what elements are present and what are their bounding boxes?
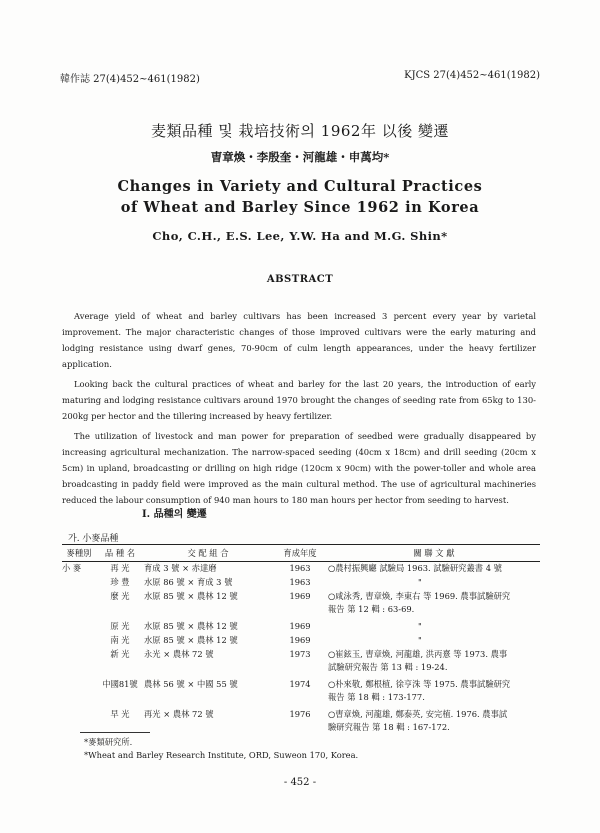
table-body xyxy=(62,562,540,734)
cell-variety-name: 珍 豊 xyxy=(110,577,130,587)
header-year: 育成年度 xyxy=(283,548,317,558)
cell-crop-type xyxy=(62,634,96,648)
header-variety-name: 品 種 名 xyxy=(104,548,136,558)
cell-references xyxy=(328,562,540,576)
cell-year: 1969 xyxy=(289,635,311,645)
page-number: - 452 - xyxy=(283,777,317,788)
title-english-line-2: of Wheat and Barley Since 1962 in Korea xyxy=(120,199,480,216)
cell-variety-name: 中國81號 xyxy=(102,679,138,689)
table-row xyxy=(62,562,540,576)
footnote-rule xyxy=(80,732,150,733)
reference-line: ○咸泳秀, 曺章煥, 李東右 等 1969. 農事試驗研究 xyxy=(328,591,511,601)
cell-year: 1973 xyxy=(289,649,311,659)
cell-year: 1963 xyxy=(289,577,311,587)
reference-line: " xyxy=(418,635,422,645)
subsection-heading: 가. 小麥品種 xyxy=(68,534,119,544)
title-english xyxy=(0,176,600,218)
journal-citation-korean: 韓作誌 27(4)452~461(1982) xyxy=(60,74,200,85)
abstract-body xyxy=(62,308,536,512)
table-row xyxy=(62,678,540,704)
cell-year: 1974 xyxy=(289,679,311,689)
table-row xyxy=(62,590,540,616)
cell-cross: 水原 86 號 × 育成 3 號 xyxy=(144,577,233,587)
cell-variety-name: 原 光 xyxy=(110,621,130,631)
authors-korean: 曺章煥・李殷奎・河龍雄・申萬均* xyxy=(210,150,390,164)
cell-references xyxy=(328,678,540,704)
footnote-korean: *麥類研究所. xyxy=(84,737,133,747)
cell-cross: 水原 85 號 × 農林 12 號 xyxy=(144,591,238,601)
reference-line: ○崔鉉玉, 曺章煥, 河龍雄, 洪丙憙 等 1973. 農事 xyxy=(328,649,508,659)
cell-variety-name: 再 光 xyxy=(110,563,130,573)
footnotes xyxy=(84,736,358,762)
cell-variety-name: 麼 光 xyxy=(110,591,130,601)
reference-line: ○曺章煥, 河龍雄, 鄭泰英, 安完植. 1976. 農事試 xyxy=(328,709,508,719)
reference-line: 驗研究報告 第 18 輯 : 167-172. xyxy=(328,722,450,732)
journal-citation-english: KJCS 27(4)452~461(1982) xyxy=(404,70,540,81)
title-korean: 麦類品種 및 栽培技術의 1962年 以後 變遷 xyxy=(151,122,449,140)
footnote-english: *Wheat and Barley Research Institute, ORD, Suweon 170, Korea. xyxy=(84,750,359,760)
header-references: 關 聯 文 獻 xyxy=(413,548,455,558)
cell-crop-type xyxy=(62,678,96,704)
table-header-row xyxy=(62,545,540,561)
cell-cross: 再光 × 農林 72 號 xyxy=(144,709,214,719)
table-row xyxy=(62,648,540,674)
abstract-paragraph: Average yield of wheat and barley cultivars has been increased 3 percent every year by varietal improvement. The major characteristic changes of those improved cultivars were the early maturing and lodging resistance using dwarf genes, 70-90cm of culm length appearances, under the heavy fertilizer application. xyxy=(62,311,536,369)
table-row xyxy=(62,576,540,590)
table-row xyxy=(62,620,540,634)
reference-line: " xyxy=(418,577,422,587)
cell-references xyxy=(328,576,540,590)
header-cross: 交 配 組 合 xyxy=(187,548,229,558)
reference-line: ○朴來敬, 鄭根植, 徐亨洙 等 1975. 農事試驗研究 xyxy=(328,679,511,689)
cell-references xyxy=(328,708,540,734)
cell-year: 1976 xyxy=(289,709,311,719)
abstract-paragraph: Looking back the cultural practices of wheat and barley for the last 20 years, the introduction of early maturing and lodging resistance cultivars around 1970 brought the changes of seeding rate from 65kg to 130-200kg per hector and the tillering increased by heavy fertilizer. xyxy=(62,379,536,421)
cell-crop-type xyxy=(62,708,96,734)
cell-cross: 水原 85 號 × 農林 12 號 xyxy=(144,621,238,631)
abstract-paragraph: The utilization of livestock and man power for preparation of seedbed were gradually disappeared by increasing agricultural mechanization. The narrow-spaced seeding (40cm x 18cm) and drill seeding (20cm x 5cm) in upland, broadcasting or drilling on high ridge (120cm x 90cm) with the power-toller and whole area broadcasting in paddy field were improved as the main cultural method. The use of agricultural machineries reduced the labour consumption of 940 man hours to 180 man hours per hector from seeding to harvest. xyxy=(62,431,536,505)
cell-year: 1963 xyxy=(289,563,311,573)
cell-crop-type xyxy=(62,590,96,616)
abstract-heading: ABSTRACT xyxy=(266,274,334,285)
title-english-line-1: Changes in Variety and Cultural Practices xyxy=(117,178,483,195)
cell-references xyxy=(328,590,540,616)
cell-year: 1969 xyxy=(289,621,311,631)
cell-cross: 永光 × 農林 72 號 xyxy=(144,649,214,659)
authors-english: Cho, C.H., E.S. Lee, Y.W. Ha and M.G. Shin* xyxy=(152,229,448,243)
cell-references xyxy=(328,634,540,648)
cell-crop-type xyxy=(62,576,96,590)
reference-line: 報告 第 18 輯 : 173-177. xyxy=(328,692,425,702)
cell-cross: 水原 85 號 × 農林 12 號 xyxy=(144,635,238,645)
reference-line: ○農村振興廳 試驗局 1963. 試驗研究叢書 4 號 xyxy=(328,563,502,573)
reference-line: 試驗研究報告 第 13 輯 : 19-24. xyxy=(328,662,448,672)
cell-year: 1969 xyxy=(289,591,311,601)
cell-cross: 育成 3 號 × 赤達磨 xyxy=(144,563,217,573)
reference-line: 報告 第 12 輯 : 63-69. xyxy=(328,604,415,614)
cell-cross: 農林 56 號 × 中國 55 號 xyxy=(144,679,238,689)
reference-line: " xyxy=(418,621,422,631)
cell-references xyxy=(328,620,540,634)
wheat-variety-table xyxy=(62,544,540,734)
section-heading: I. 品種의 變遷 xyxy=(142,509,207,520)
table-row xyxy=(62,634,540,648)
cell-variety-name: 南 光 xyxy=(110,635,130,645)
header-crop-type: 麥種別 xyxy=(66,548,92,558)
table-row xyxy=(62,708,540,734)
cell-variety-name: 早 光 xyxy=(110,709,130,719)
cell-crop-type xyxy=(62,620,96,634)
cell-references xyxy=(328,648,540,674)
cell-variety-name: 新 光 xyxy=(110,649,130,659)
cell-crop-type xyxy=(62,648,96,674)
cell-crop-type: 小 麥 xyxy=(62,563,82,573)
